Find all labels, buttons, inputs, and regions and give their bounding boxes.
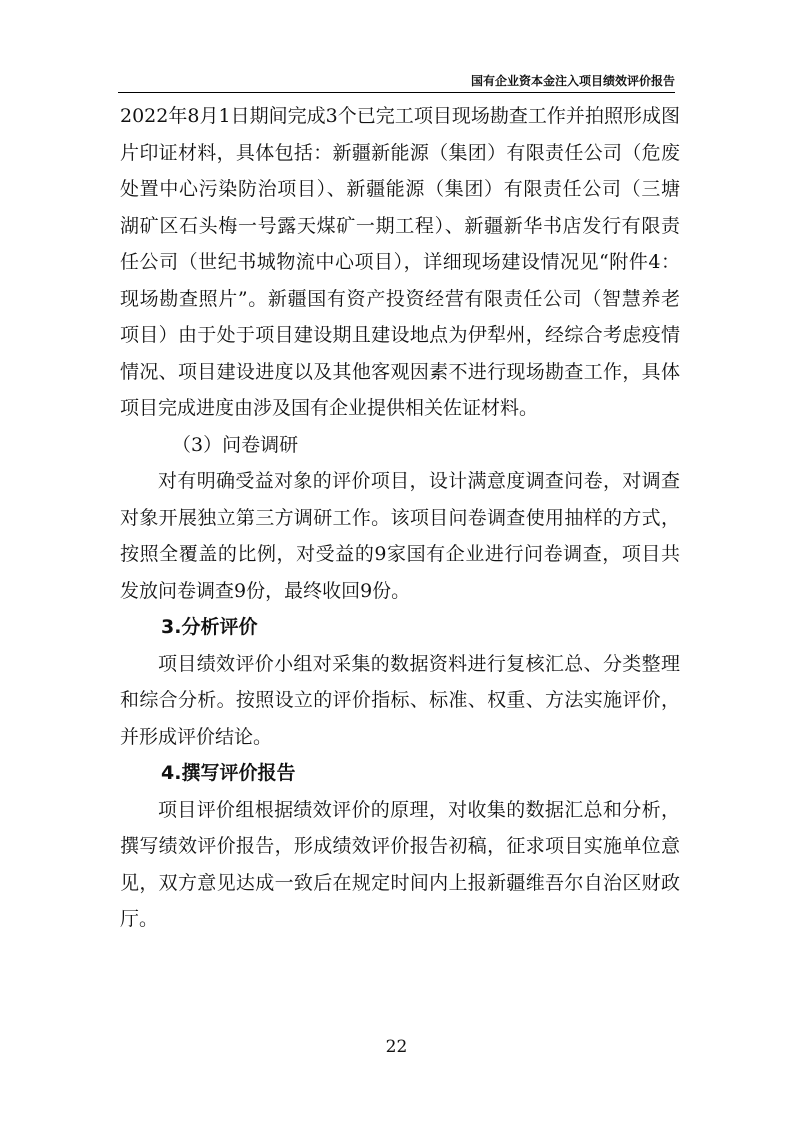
- paragraph-site-survey: 2022年8月1日期间完成3个已完工项目现场勘查工作并拍照形成图片印证材料，具体包括：新疆新能源（集团）有限责任公司（危废处置中心污染防治项目）、新疆能源（集团）有限责任公司（三塘湖矿区石头梅一号露天煤矿一期工程）、新疆新华书店发行有限责任公司（世纪书城物流中心项目），详细现场建设情况见“附件4：现场勘查照片”。新疆国有资产投资经营有限责任公司（智慧养老项目）由于处于项目建设期且建设地点为伊犁州，经综合考虑疫情情况、项目建设进度以及其他客观因素不进行现场勘查工作，具体项目完成进度由涉及国有企业提供相关佐证材料。: [120, 105, 680, 419]
- heading-analysis: 3.分析评价: [161, 616, 258, 638]
- document-body: [120, 98, 680, 938]
- paragraph-analysis: 项目绩效评价小组对采集的数据资料进行复核汇总、分类整理和综合分析。按照设立的评价指标、标准、权重、方法实施评价，并形成评价结论。: [120, 652, 680, 748]
- paragraph-report-writing: 项目评价组根据绩效评价的原理，对收集的数据汇总和分析，撰写绩效评价报告，形成绩效评价报告初稿，征求项目实施单位意见，双方意见达成一致后在规定时间内上报新疆维吾尔自治区财政厅。: [120, 798, 680, 930]
- header-title: 国有企业资本金注入项目绩效评价报告: [470, 74, 675, 88]
- page-number: 22: [385, 1037, 408, 1057]
- subheading-questionnaire: （3）问卷调研: [172, 433, 299, 456]
- paragraph-questionnaire: 对有明确受益对象的评价项目，设计满意度调查问卷，对调查对象开展独立第三方调研工作。该项目问卷调查使用抽样的方式，按照全覆盖的比例，对受益的9家国有企业进行问卷调查，项目共发放问卷调查9份，最终收回9份。: [120, 470, 680, 602]
- page-header: [118, 70, 675, 93]
- heading-report-writing: 4.撰写评价报告: [161, 762, 296, 784]
